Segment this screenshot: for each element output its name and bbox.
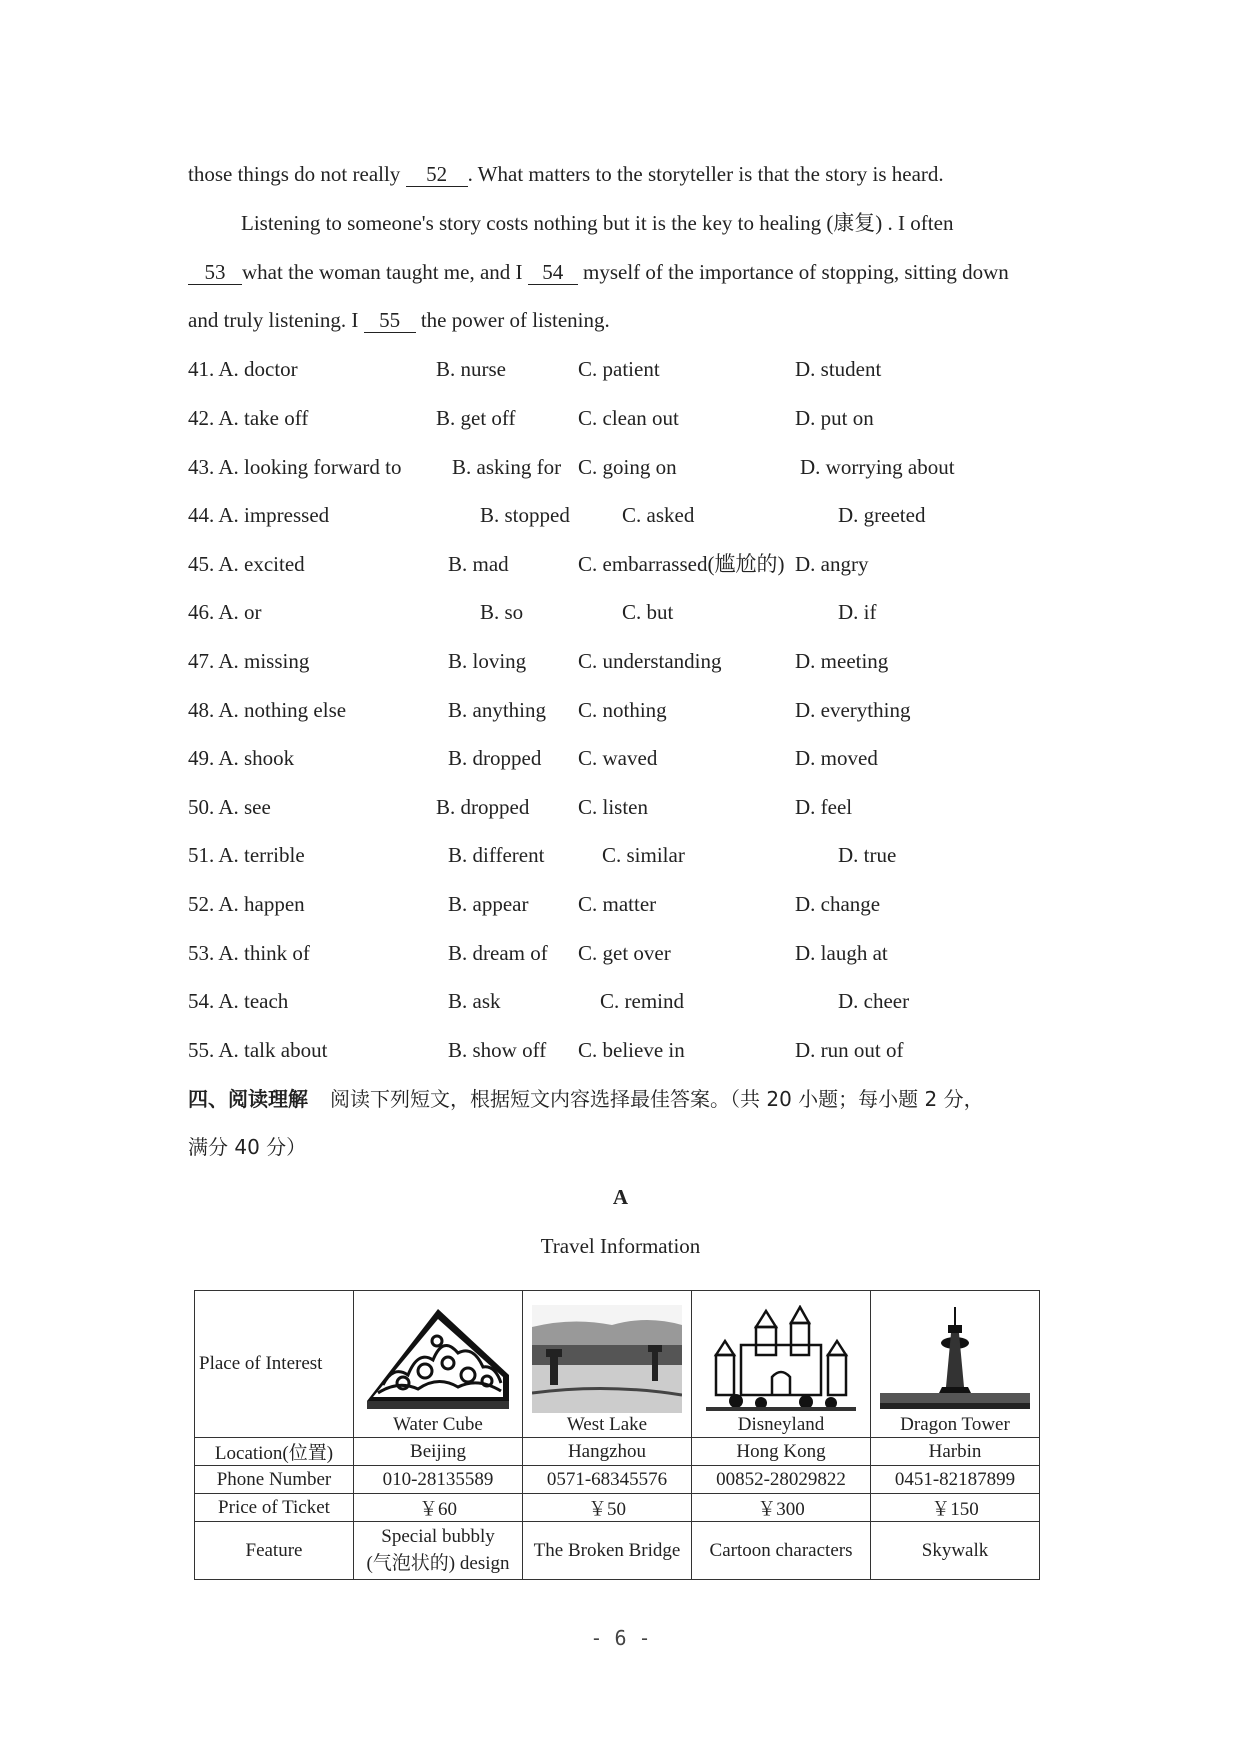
question-41-options: [188, 355, 1088, 383]
place-name: Water Cube: [393, 1414, 483, 1435]
option-d: D. greeted: [838, 503, 926, 527]
passage-text: . What matters to the storyteller is that the story is heard.: [467, 162, 944, 186]
option-d: D. cheer: [838, 989, 910, 1013]
option-d: D. true: [838, 843, 897, 867]
location-cell: Beijing: [354, 1438, 523, 1466]
question-54-options: [188, 987, 1088, 1015]
question-48-options: [188, 696, 1088, 724]
option-c: C. similar: [602, 843, 685, 867]
page-number: - 6 -: [590, 1626, 651, 1650]
passage-text: and truly listening. I: [188, 308, 364, 332]
question-51-options: [188, 841, 1088, 869]
place-name: West Lake: [566, 1414, 648, 1435]
disneyland-image: [706, 1305, 856, 1413]
row-header-location: Location(位置): [195, 1438, 354, 1466]
option-d: D. put on: [795, 406, 874, 430]
option-b: B. anything: [448, 698, 546, 722]
row-header-text: Place of Interest: [199, 1353, 323, 1374]
option-a: 45. A. excited: [188, 552, 305, 576]
place-cell-disneyland: [692, 1291, 871, 1438]
option-a: 48. A. nothing else: [188, 698, 347, 722]
section-instruction: 阅读下列短文，根据短文内容选择最佳答案。（共 20 小题；每小题 2 分，: [330, 1087, 984, 1111]
option-c: C. going on: [578, 455, 677, 479]
travel-info-table: [194, 1290, 1040, 1580]
section-heading-cont: [188, 1133, 306, 1161]
location-cell: Hong Kong: [692, 1438, 871, 1466]
option-b: B. dropped: [436, 795, 530, 819]
option-b: B. ask: [448, 989, 501, 1013]
price-cell: ￥60: [354, 1494, 523, 1522]
option-c: C. clean out: [578, 406, 679, 430]
option-d: D. change: [795, 892, 881, 916]
passage-line-4: [188, 306, 610, 334]
question-43-options: [188, 453, 1088, 481]
location-cell: Hangzhou: [523, 1438, 692, 1466]
feature-cell: Skywalk: [871, 1522, 1040, 1580]
option-c: C. believe in: [578, 1038, 685, 1062]
place-name: Disneyland: [737, 1414, 825, 1435]
row-header-feature: Feature: [195, 1522, 354, 1580]
phone-cell: 00852-28029822: [692, 1466, 871, 1494]
part-label: A: [612, 1185, 629, 1209]
option-b: B. nurse: [436, 357, 506, 381]
blank-53: 53: [188, 260, 242, 285]
option-a: 41. A. doctor: [188, 357, 298, 381]
option-a: 43. A. looking forward to: [188, 455, 402, 479]
option-d: D. meeting: [795, 649, 889, 673]
phone-cell: 0451-82187899: [871, 1466, 1040, 1494]
phone-cell: 0571-68345576: [523, 1466, 692, 1494]
option-b: B. so: [480, 600, 524, 624]
option-c: C. matter: [578, 892, 657, 916]
place-cell-west-lake: [523, 1291, 692, 1438]
option-b: B. dream of: [448, 941, 548, 965]
west-lake-image: [532, 1305, 682, 1413]
passage-text: those things do not really: [188, 162, 406, 186]
option-a: 51. A. terrible: [188, 843, 305, 867]
section-heading: [188, 1085, 984, 1113]
option-a: 47. A. missing: [188, 649, 310, 673]
option-d: D. run out of: [795, 1038, 904, 1062]
question-45-options: [188, 550, 1088, 578]
option-a: 46. A. or: [188, 600, 262, 624]
place-name: Dragon Tower: [900, 1414, 1010, 1435]
price-cell: ￥300: [692, 1494, 871, 1522]
passage-text: Listening to someone's story costs nothing but it is the key to healing (康复) . I often: [241, 211, 954, 235]
option-a: 49. A. shook: [188, 746, 295, 770]
price-cell: ￥150: [871, 1494, 1040, 1522]
option-c: C. understanding: [578, 649, 722, 673]
section-title: 四、阅读理解: [188, 1087, 308, 1111]
question-42-options: [188, 404, 1088, 432]
option-c: C. get over: [578, 941, 671, 965]
option-a: 52. A. happen: [188, 892, 305, 916]
option-b: B. asking for: [452, 455, 562, 479]
place-cell-dragon-tower: [871, 1291, 1040, 1438]
section-instruction-cont: 满分 40 分）: [188, 1135, 307, 1159]
option-c: C. but: [622, 600, 674, 624]
option-b: B. different: [448, 843, 545, 867]
option-d: D. everything: [795, 698, 911, 722]
blank-55: 55: [364, 308, 416, 333]
option-a: 42. A. take off: [188, 406, 309, 430]
table-title: Travel Information: [540, 1234, 701, 1258]
place-cell-water-cube: [354, 1291, 523, 1438]
passage-text: what the woman taught me, and I: [242, 260, 528, 284]
location-cell: Harbin: [871, 1438, 1040, 1466]
option-d: D. if: [838, 600, 877, 624]
option-c: C. remind: [600, 989, 684, 1013]
passage-line-1: [188, 160, 944, 188]
question-46-options: [188, 598, 1088, 626]
option-c: C. waved: [578, 746, 658, 770]
option-b: B. appear: [448, 892, 529, 916]
row-header-place: [195, 1291, 354, 1438]
blank-54: 54: [528, 260, 578, 285]
option-b: B. get off: [436, 406, 516, 430]
dragon-tower-image: [880, 1305, 1030, 1413]
feature-text: Special bubbly: [381, 1526, 495, 1547]
option-b: B. mad: [448, 552, 509, 576]
water-cube-image: [363, 1305, 513, 1413]
question-47-options: [188, 647, 1088, 675]
feature-text-cont: (气泡状的) design: [366, 1553, 510, 1574]
price-cell: ￥50: [523, 1494, 692, 1522]
feature-cell: [354, 1522, 523, 1580]
passage-line-3: [188, 258, 1009, 286]
row-header-phone: Phone Number: [195, 1466, 354, 1494]
option-c: C. patient: [578, 357, 660, 381]
question-49-options: [188, 744, 1088, 772]
question-50-options: [188, 793, 1088, 821]
option-d: D. laugh at: [795, 941, 888, 965]
option-a: 53. A. think of: [188, 941, 310, 965]
option-b: B. loving: [448, 649, 527, 673]
option-a: 54. A. teach: [188, 989, 289, 1013]
option-a: 44. A. impressed: [188, 503, 330, 527]
option-b: B. stopped: [480, 503, 570, 527]
passage-line-2: [241, 209, 953, 237]
phone-cell: 010-28135589: [354, 1466, 523, 1494]
feature-cell: The Broken Bridge: [523, 1522, 692, 1580]
option-b: B. show off: [448, 1038, 547, 1062]
passage-text: the power of listening.: [415, 308, 610, 332]
option-d: D. moved: [795, 746, 878, 770]
question-53-options: [188, 939, 1088, 967]
option-c: C. listen: [578, 795, 649, 819]
passage-text: myself of the importance of stopping, sitting down: [577, 260, 1009, 284]
option-d: D. student: [795, 357, 882, 381]
option-c: C. embarrassed(尴尬的): [578, 552, 785, 576]
question-55-options: [188, 1036, 1088, 1064]
option-a: 55. A. talk about: [188, 1038, 328, 1062]
option-c: C. nothing: [578, 698, 667, 722]
blank-52: 52: [406, 162, 468, 187]
option-a: 50. A. see: [188, 795, 271, 819]
option-d: D. angry: [795, 552, 869, 576]
question-52-options: [188, 890, 1088, 918]
option-d: D. feel: [795, 795, 853, 819]
option-c: C. asked: [622, 503, 695, 527]
option-b: B. dropped: [448, 746, 542, 770]
option-d: D. worrying about: [800, 455, 955, 479]
row-header-price: Price of Ticket: [195, 1494, 354, 1522]
question-44-options: [188, 501, 1088, 529]
feature-cell: Cartoon characters: [692, 1522, 871, 1580]
